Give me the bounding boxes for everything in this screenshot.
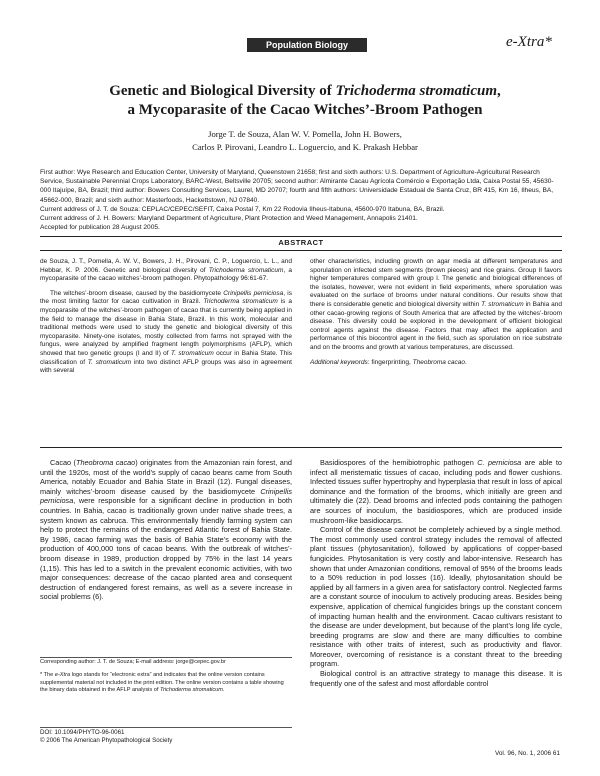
title-text: Genetic and Biological Diversity of	[109, 83, 336, 99]
abstract-paragraph-2: other characteristics, including growth on agar media at different temperatures and sporulation on infected stem segments (brown pieces) and rice grains. Group II favors higher temperatures compared with group I. The genetic and biological differences of the isolates, however, were not evident in field experiments, where sporulation was evaluated on the surface of brooms under natural conditions. Our results show that there is considerable genetic and biological diversity within T. stromaticum in Bahia and other cacao-growing regions of South America that are affected by the witches’-broom disease. This diversity could be explored in the development of efficient biological control agents against the disease. Factors that may affect the application and performance of this biocontrol agent in the field, such as sporulation on rice substrate and on the brooms and growth at various temperatures, are discussed.	[310, 258, 563, 351]
intro-paragraph-3: Control of the disease cannot be completely achieved by a single method. The most commonly used control strategy includes the removal of affected plant tissues (phytosanitation), followed by applications of copper-based fungicides. Phytosanitation is very costly and labor-intensive. Research has shown that under Amazonian conditions, removal of 95% of the brooms leads to a 50% reduction in pod losses (16). Ideally, phytosanitation should be applied by all farmers in a given area for satisfactory control. Neglected farms are a constant source of inoculum to actively producing areas. Besides being expensive, application of chemical fungicides brings up the constant concern of impacting human health and the environment. Cacao cultivars resistant to the disease are under development, but because of the plant’s long life cycle, breeding programs are slow and there are many difficulties to combine resistance with other traits of interest, such as productivity and flavor. Moreover, overcoming of resistance is a constant threat to the breeding program.	[310, 525, 562, 669]
copyright: © 2006 The American Phytopathological Society	[40, 737, 173, 745]
abstract-left-column	[40, 258, 292, 376]
body-right-column	[310, 458, 562, 688]
keywords: Additional keywords: fingerprinting, Theobroma cacao.	[310, 358, 467, 366]
article-title	[40, 82, 570, 120]
footnote-rule	[40, 657, 292, 658]
page-footer: Vol. 96, No. 1, 2006 61	[494, 750, 560, 757]
abstract-top-rule	[40, 236, 562, 237]
corresponding-author: Corresponding author: J. T. de Souza; E-mail address: jorge@cepec.gov.br	[40, 659, 226, 665]
title-comma: ,	[497, 83, 501, 99]
title-species: Trichoderma stromaticum	[335, 83, 498, 99]
doi-rule	[40, 727, 292, 728]
citation: de Souza, J. T., Pomella, A. W. V., Bowers, J. H., Pirovani, C. P., Loguercio, L. L., and Hebbar, K. P. 2006. Genetic and biological diversity of Trichoderma stromaticum, a mycoparasite of the cacao witches’-broom pathogen. Phytopathology 96:61-67.	[40, 258, 293, 283]
doi: DOI: 10.1094/PHYTO-96-0061	[40, 729, 125, 736]
abstract-right-column	[310, 258, 562, 367]
abstract-heading-rule	[40, 250, 562, 251]
footnotes	[40, 659, 292, 695]
doi-block	[40, 729, 292, 746]
intro-paragraph-4: Biological control is an attractive strategy to manage this disease. It is frequently one of the safest and most affordable control	[310, 669, 562, 688]
title-line-2: a Mycoparasite of the Cacao Witches’-Broom Pathogen	[127, 102, 483, 118]
author-line-1: Jorge T. de Souza, Alan W. V. Pomella, John H. Bowers,	[208, 129, 402, 139]
accepted-date: Accepted for publication 28 August 2005.	[40, 224, 160, 232]
affiliation-authors: First author: Wye Research and Education Center, University of Maryland, Queenstown 21658; first and sixth authors: U.S. Department of Agriculture-Agricultural Research Service, Sustainable Perennial Crops Laboratory, BARC-West, Beltsville 20705; second author: Almirante Cacau Agrícola Comércio e Exportação Ltda, Caixa Postal 55, 45630-000 Itajuípe, BA, Brazil; third author: Bowers Consulting Services, Laurel, MD 20707; fourth and fifth authors: Universidade Estadual de Santa Cruz, BR 415, Km 16, Ilheus, BA, 45662-000, Brazil; and sixth author: Masterfoods, Hackettstown, NJ 07840.	[40, 169, 554, 204]
affiliations	[40, 168, 560, 232]
section-badge: Population Biology	[247, 38, 367, 52]
e-xtra-note: * The e-Xtra logo stands for “electronic extra” and indicates that the online version contains supplemental material not included in the print edition. The online version contains a table showing the binary data obtained in the AFLP analysis of Trichoderma stromaticum.	[40, 672, 284, 694]
author-line-2: Carlos P. Pirovani, Leandro L. Loguercio, and K. Prakash Hebbar	[192, 142, 418, 152]
affiliation-current-2: Current address of J. H. Bowers: Maryland Department of Agriculture, Plant Protection and Weed Management, Annapolis 21401.	[40, 215, 418, 223]
body-left-column	[40, 458, 292, 602]
affiliation-current-1: Current address of J. T. de Souza: CEPLAC/CEPEC/SEFIT, Caixa Postal 7, Km 22 Rodovia Ilheus-Itabuna, 45600-970 Itabuna, BA, Brazil.	[40, 205, 445, 213]
intro-paragraph-2: Basidiospores of the hemibiotrophic pathogen C. perniciosa are able to infect all meristematic tissues of cacao, including pods and flower cushions. Infected tissues suffer hypertrophy and hyperplasia that result in loss of apical dominance and the formation of the brooms, which initially are green and ultimately die (22). Dead brooms and infected pods containing the pathogen are sources of inoculum, the basidiospores, which are produced inside mushroom-like basidiocarps.	[310, 458, 562, 525]
e-xtra-logo: e-Xtra*	[506, 34, 552, 50]
intro-paragraph-1: Cacao (Theobroma cacao) originates from the Amazonian rain forest, and until the 1920s, most of the world’s supply of cacao beans came from South America, notably Ecuador and Bahia State in Brazil (12). Fungal diseases, mainly witches’-broom disease caused by the basidiomycete Crinipellis perniciosa, were responsible for a significant decline in production in both countries. In Bahia, cacao is traditionally grown under native shade trees, a system known as cabruca. This environmentally friendly farming system can help to protect the remains of the endangered Atlantic forest of Bahia State. By 1986, cacao farming was the basis of Bahia State’s economy with the production of 400,000 tons of cacao beans. With the outbreak of witches’-broom disease in 1989, production dropped by 75% in the last 14 years (1,15). This has led to a switch in the prevalent economic activities, with two major consequences: decrease of the cacao planted area and consequent destruction of endangered forest remains, as well as a severe increase in social problems (6).	[40, 458, 292, 602]
author-list	[40, 128, 570, 154]
abstract-paragraph-1: The witches’-broom disease, caused by the basidiomycete Crinipellis perniciosa, is the most limiting factor for cacao cultivation in Brazil. Trichoderma stromaticum is a mycoparasite of the witches’-broom pathogen of cacao that is currently being applied in the field to manage the disease in Bahia State, Brazil. In this work, molecular and traditional methods were used to study the genetic and biological diversity of this mycoparasite. Ninety-one isolates, mostly collected from farms not sprayed with the fungus, were analyzed by amplified fragment length polymorphisms (AFLP), which showed that two genetic groups (I and II) of T. stromaticum occur in Bahia State. This classification of T. stromaticum into two distinct AFLP groups was also in agreement with several	[40, 289, 293, 375]
abstract-heading: ABSTRACT	[278, 238, 324, 247]
abstract-bottom-rule	[40, 447, 562, 448]
